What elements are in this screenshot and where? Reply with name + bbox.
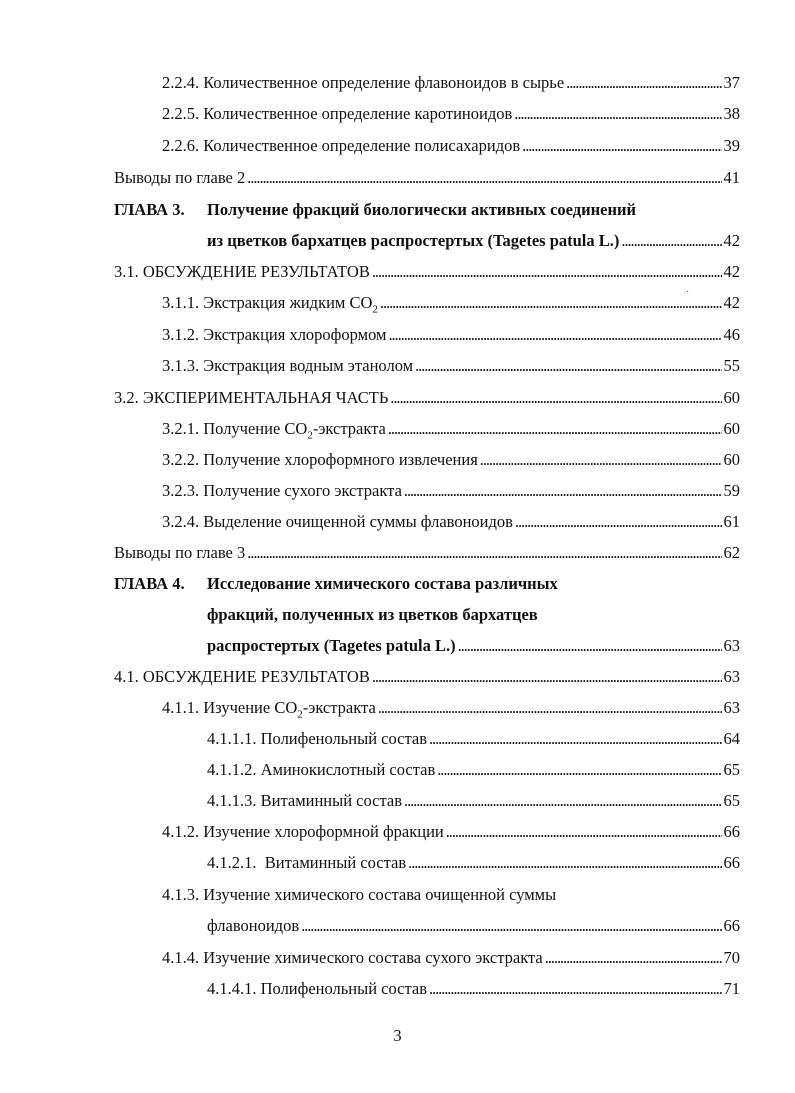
leader-dots <box>378 698 722 718</box>
toc-entry-title: 4.1.1.1. Полифенольный состав <box>207 729 427 748</box>
toc-entry-page: 60 <box>723 450 740 469</box>
subscript: 2 <box>307 429 313 442</box>
toc-entry-page: 42 <box>723 262 740 281</box>
chapter-4-title-line-3: распростертых (Tagetes patula L.) <box>207 636 456 655</box>
toc-entry-page: 46 <box>723 325 740 344</box>
toc-entry[interactable] <box>114 667 740 687</box>
leader-dots <box>388 325 721 345</box>
toc-entry-title <box>162 419 386 445</box>
leader-dots <box>388 419 722 439</box>
chapter-3-label: ГЛАВА 3. <box>114 200 185 219</box>
toc-entry-title <box>162 293 378 319</box>
toc-entry-title: 3.2.2. Получение хлороформного извлечения <box>162 450 478 469</box>
toc-entry-page: 63 <box>723 698 740 717</box>
toc-entry-title: 4.1.1.2. Аминокислотный состав <box>207 760 436 779</box>
toc-entry-title: 4.1.4.1. Полифенольный состав <box>207 979 427 998</box>
leader-dots <box>372 262 722 282</box>
toc-entry-page: 62 <box>723 543 740 562</box>
toc-entry-page: 42 <box>723 293 740 312</box>
toc-entry[interactable] <box>207 853 740 873</box>
leader-dots <box>515 512 722 532</box>
toc-entry[interactable] <box>162 73 740 93</box>
toc-entry[interactable] <box>162 419 740 445</box>
toc-entry-title <box>162 698 376 724</box>
toc-entry[interactable] <box>114 543 740 563</box>
toc-entry-page: 59 <box>723 481 740 500</box>
leader-dots <box>514 104 721 124</box>
chapter-3-title-line-1[interactable]: Получение фракций биологически активных соединений <box>207 200 636 219</box>
leader-dots <box>522 136 721 156</box>
leader-dots <box>429 979 722 999</box>
toc-entry[interactable] <box>162 698 740 724</box>
toc-entry-title-tail: -экстракта <box>302 698 376 717</box>
toc-entry-title-text: 3.1.1. Экстракция жидким CO <box>162 293 373 312</box>
toc-entry[interactable] <box>162 481 740 501</box>
leader-dots <box>404 791 721 811</box>
subscript: 2 <box>372 303 378 316</box>
toc-entry[interactable] <box>162 356 740 376</box>
leader-dots <box>429 729 722 749</box>
toc-entry-title: 4.1.1.3. Витаминный состав <box>207 791 403 810</box>
toc-entry-page: 71 <box>723 979 740 998</box>
toc-entry[interactable] <box>162 450 740 470</box>
toc-entry-title: 3.2. ЭКСПЕРИМЕНТАЛЬНАЯ ЧАСТЬ <box>114 388 389 407</box>
toc-entry-page: 41 <box>723 168 740 187</box>
leader-dots <box>458 636 722 656</box>
toc-entry-4-1-3-line-1[interactable]: 4.1.3. Изучение химического состава очищенной суммы <box>162 885 557 904</box>
toc-entry[interactable] <box>162 948 740 968</box>
leader-dots <box>437 760 721 780</box>
toc-entry-page: 66 <box>723 822 740 841</box>
leader-dots <box>247 168 721 188</box>
toc-entry-title: Выводы по главе 2 <box>114 168 246 187</box>
toc-entry-page: 63 <box>723 636 740 655</box>
toc-entry-title: 2.2.6. Количественное определение полисахаридов <box>162 136 521 155</box>
toc-entry-page: 38 <box>723 104 740 123</box>
leader-dots <box>415 356 721 376</box>
chapter-4-title-line-1[interactable]: Исследование химического состава различных <box>207 574 558 593</box>
toc-entry-title: 4.1. ОБСУЖДЕНИЕ РЕЗУЛЬТАТОВ <box>114 667 370 686</box>
toc-entry-page: 64 <box>723 729 740 748</box>
toc-entry-title: Выводы по главе 3 <box>114 543 246 562</box>
toc-entry-title: 3.1.2. Экстракция хлороформом <box>162 325 387 344</box>
toc-entry-page: 37 <box>723 73 740 92</box>
chapter-3-entry[interactable] <box>207 231 740 251</box>
toc-entry-title: флавоноидов <box>207 916 300 935</box>
toc-entry-title-tail: -экстракта <box>312 419 386 438</box>
toc-entry-title: 3.2.3. Получение сухого экстракта <box>162 481 402 500</box>
toc-entry-page: 60 <box>723 388 740 407</box>
leader-dots <box>566 73 721 93</box>
toc-entry-title: 4.1.4. Изучение химического состава сухого экстракта <box>162 948 543 967</box>
toc-entry-page: 55 <box>723 356 740 375</box>
leader-dots <box>545 948 722 968</box>
toc-entry[interactable] <box>162 136 740 156</box>
toc-entry-page: 70 <box>723 948 740 967</box>
leader-dots <box>404 481 722 501</box>
toc-entry-title: 3.1.3. Экстракция водным этанолом <box>162 356 414 375</box>
toc-entry[interactable] <box>162 293 740 319</box>
toc-entry-title: 4.1.2. Изучение хлороформной фракции <box>162 822 444 841</box>
toc-entry[interactable] <box>207 791 740 811</box>
toc-entry[interactable] <box>162 104 740 124</box>
toc-entry-page: 63 <box>723 667 740 686</box>
toc-entry[interactable] <box>162 822 740 842</box>
toc-entry[interactable] <box>207 729 740 749</box>
leader-dots <box>247 543 721 563</box>
toc-entry-title: 4.1.2.1. Витаминный состав <box>207 853 407 872</box>
leader-dots <box>301 916 721 936</box>
stray-mark: ˙ <box>686 290 690 301</box>
toc-entry[interactable] <box>207 916 740 936</box>
leader-dots <box>446 822 722 842</box>
toc-entry-title-text: 3.2.1. Получение CO <box>162 419 308 438</box>
chapter-4-label: ГЛАВА 4. <box>114 574 185 593</box>
leader-dots <box>380 293 722 313</box>
toc-entry-page: 61 <box>723 512 740 531</box>
toc-entry-title-text: 4.1.1. Изучение CO <box>162 698 298 717</box>
page-number: 3 <box>393 1026 402 1045</box>
toc-entry-page: 66 <box>723 916 740 935</box>
toc-entry-page: 65 <box>723 791 740 810</box>
toc-entry-page: 39 <box>723 136 740 155</box>
toc-entry[interactable] <box>162 512 740 532</box>
toc-entry[interactable] <box>207 760 740 780</box>
chapter-4-title-line-2[interactable]: фракций, полученных из цветков бархатцев <box>207 605 538 624</box>
toc-entry-page: 66 <box>723 853 740 872</box>
leader-dots <box>480 450 722 470</box>
toc-entry-page: 65 <box>723 760 740 779</box>
toc-entry-title: 3.2.4. Выделение очищенной суммы флавоноидов <box>162 512 513 531</box>
toc-entry[interactable] <box>162 325 740 345</box>
leader-dots <box>372 667 722 687</box>
leader-dots <box>621 231 721 251</box>
toc-entry-title: 2.2.5. Количественное определение каротиноидов <box>162 104 513 123</box>
toc-entry[interactable] <box>114 388 740 408</box>
toc-entry[interactable] <box>114 262 740 282</box>
leader-dots <box>408 853 721 873</box>
chapter-3-title-line-2: из цветков бархатцев распростертых (Tagetes patula L.) <box>207 231 620 250</box>
toc-entry-page: 42 <box>723 231 740 250</box>
subscript: 2 <box>297 708 303 721</box>
chapter-4-entry[interactable] <box>207 636 740 656</box>
toc-entry[interactable] <box>114 168 740 188</box>
toc-entry-title: 3.1. ОБСУЖДЕНИЕ РЕЗУЛЬТАТОВ <box>114 262 370 281</box>
toc-entry-page: 60 <box>723 419 740 438</box>
toc-entry-title: 2.2.4. Количественное определение флавоноидов в сырье <box>162 73 565 92</box>
toc-entry[interactable] <box>207 979 740 999</box>
leader-dots <box>390 388 721 408</box>
